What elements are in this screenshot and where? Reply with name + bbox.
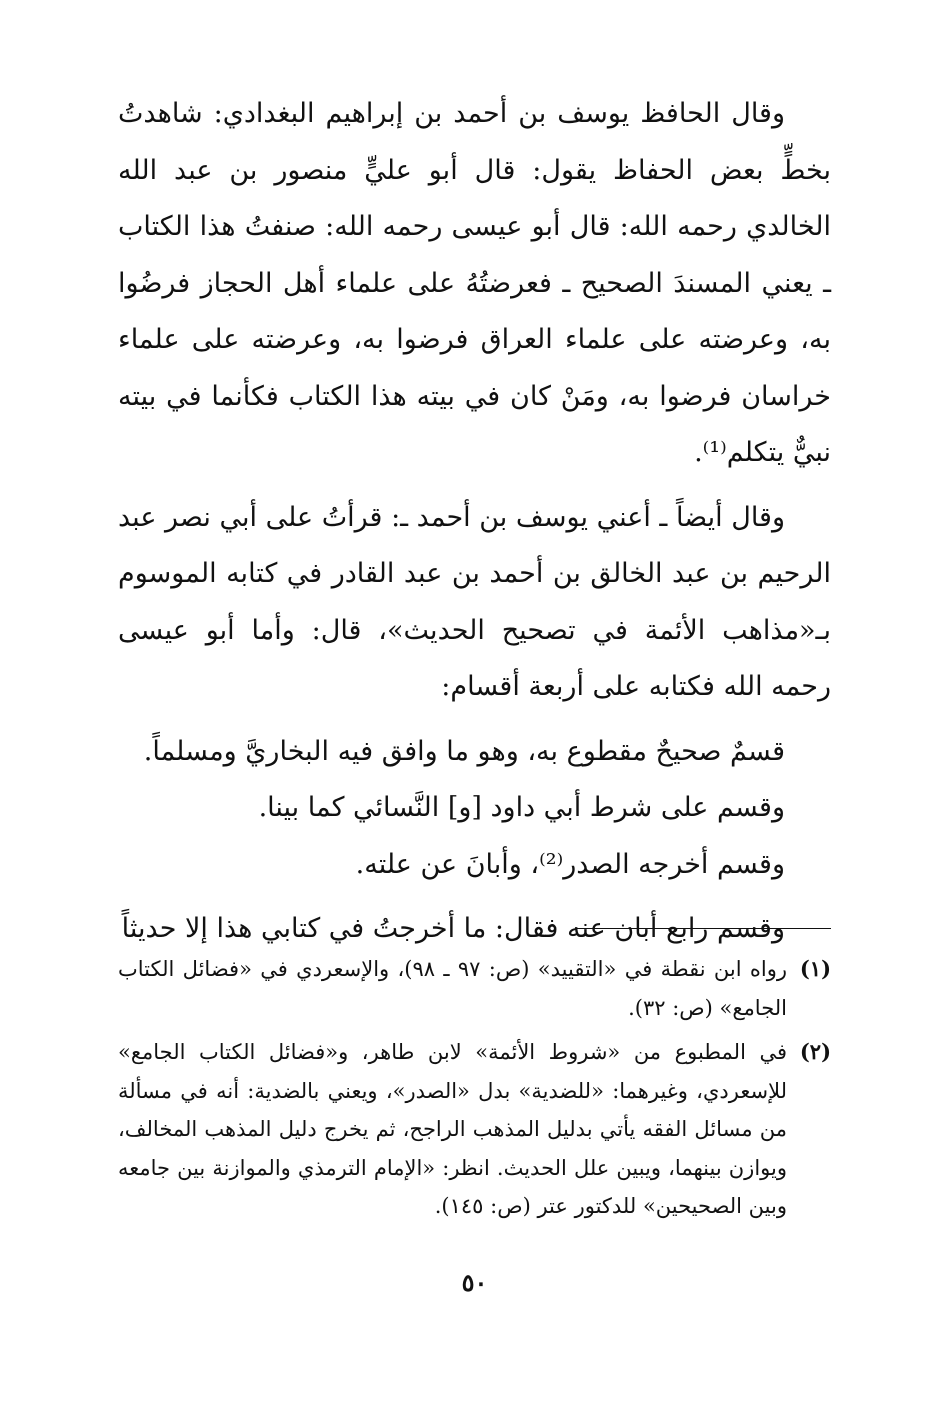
footnote-separator [576,928,831,929]
main-text [118,86,831,958]
paragraph-1: وقال الحافظ يوسف بن أحمد بن إبراهيم البغدادي: شاهدتُ بخطٍّ بعض الحفاظ يقول: قال أبو عليٍّ منصور بن عبد الله الخالدي رحمه الله: قال أبو عيسى رحمه الله: صنفتُ هذا الكتاب ـ يعني المسندَ الصحيح ـ فعرضتُهُ على علماء أهل الحجاز فرضُوا به، وعرضته على علماء العراق فرضوا به، وعرضته على علماء خراسان فرضوا به، ومَنْ كان في بيته هذا الكتاب فكأنما في بيته نبيٌّ يتكلم⁽¹⁾. [118,98,831,468]
list-item-3: وقسم أخرجه الصدر⁽²⁾، وأبانَ عن علته. [355,848,785,880]
list-item-2: وقسم على شرط أبي داود [و] النَّسائي كما بينا. [258,792,785,823]
footnote-1 [118,950,831,1027]
page-number: ٥٠ [461,1268,488,1297]
footnote-number: (٢) [799,1039,831,1064]
footnote-2 [118,1033,831,1226]
paragraph-3: وقسم رابع أبان عنه فقال: ما أخرجتُ في كتابي هذا إلا حديثاً [121,913,785,944]
footnote-number: (١) [799,956,831,981]
footnote-text: رواه ابن نقطة في «التقييد» (ص: ٩٧ ـ ٩٨)، والإسعردي في «فضائل الكتاب الجامع» (ص: ٣٢). [118,957,787,1020]
footnotes [118,950,831,1232]
list-item-1: قسمٌ صحيحٌ مقطوع به، وهو ما وافق فيه البخاريَّ ومسلماً. [143,735,785,767]
paragraph-2: وقال أيضاً ـ أعني يوسف بن أحمد ـ: قرأتُ على أبي نصر عبد الرحيم بن عبد الخالق بن أحمد بن عبد القادر في كتابه الموسوم بـ«مذاهب الأئمة في تصحيح الحديث»، قال: وأما أبو عيسى رحمه الله فكتابه على أربعة أقسام: [118,501,831,702]
footnote-text: في المطبوع من «شروط الأئمة» لابن طاهر، و«فضائل الكتاب الجامع» للإسعردي، وغيرهما: «للضدية» بدل «الصدر»، ويعني بالضدية: أنه في مسألة من مسائل الفقه يأتي بدليل المذهب الراجح، ثم يخرج دليل المذهب المخالف، ويوازن بينهما، ويبين علل الحديث. انظر: «الإمام الترمذي والموازنة بين جامعه وبين الصحيحين» للدكتور عتر (ص: ١٤٥). [118,1040,787,1218]
